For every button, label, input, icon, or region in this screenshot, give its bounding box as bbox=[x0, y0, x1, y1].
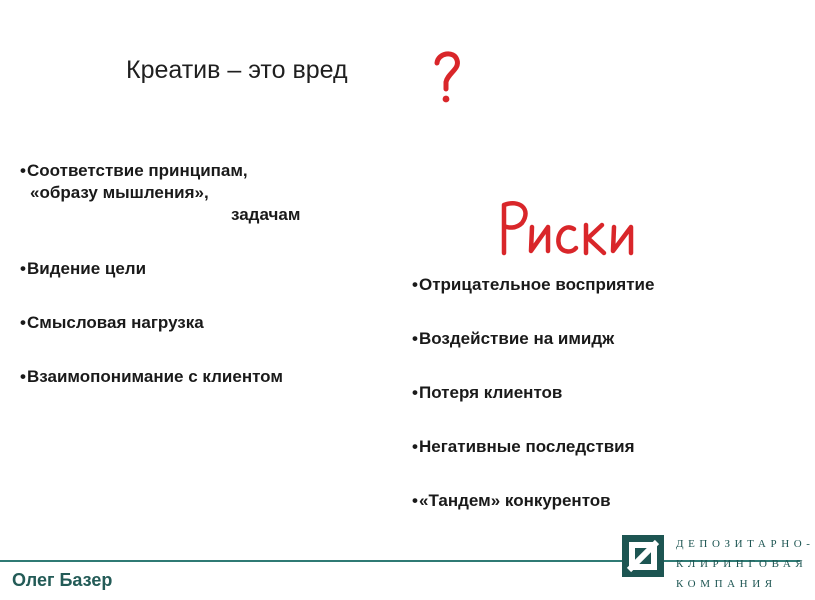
list-item-continuation: задачам bbox=[231, 205, 301, 224]
list-item: •Отрицательное восприятие bbox=[412, 275, 655, 294]
bullet-dot: • bbox=[412, 275, 418, 294]
author-name: Олег Базер bbox=[12, 570, 113, 590]
list-item: •Негативные последствия bbox=[412, 437, 635, 456]
bullet-dot: • bbox=[412, 383, 418, 402]
company-logo-icon bbox=[622, 535, 664, 577]
list-item: •Воздействие на имидж bbox=[412, 329, 615, 348]
list-item-continuation: «образу мышления», bbox=[30, 183, 209, 202]
list-item: •«Тандем» конкурентов bbox=[412, 491, 611, 510]
list-item: •Взаимопонимание с клиентом bbox=[20, 367, 283, 386]
slide-title: Креатив – это вред bbox=[126, 56, 348, 84]
bullet-dot: • bbox=[20, 367, 26, 386]
benefits-list bbox=[20, 160, 380, 388]
risks-list bbox=[412, 274, 792, 512]
bullet-dot: • bbox=[412, 437, 418, 456]
bullet-dot: • bbox=[20, 259, 26, 278]
list-item: •Соответствие принципам, bbox=[20, 161, 248, 180]
bullet-dot: • bbox=[412, 491, 418, 510]
list-item: •Потеря клиентов bbox=[412, 383, 563, 402]
handwritten-question-mark bbox=[430, 48, 466, 108]
list-item: •Смысловая нагрузка bbox=[20, 313, 204, 332]
bullet-dot: • bbox=[20, 161, 26, 180]
list-item: •Видение цели bbox=[20, 259, 147, 278]
company-name: ДЕПОЗИТАРНО- КЛИРИНГОВАЯ КОМПАНИЯ bbox=[676, 538, 815, 590]
handwritten-risks-label bbox=[494, 193, 646, 263]
bullet-dot: • bbox=[20, 313, 26, 332]
bullet-dot: • bbox=[412, 329, 418, 348]
